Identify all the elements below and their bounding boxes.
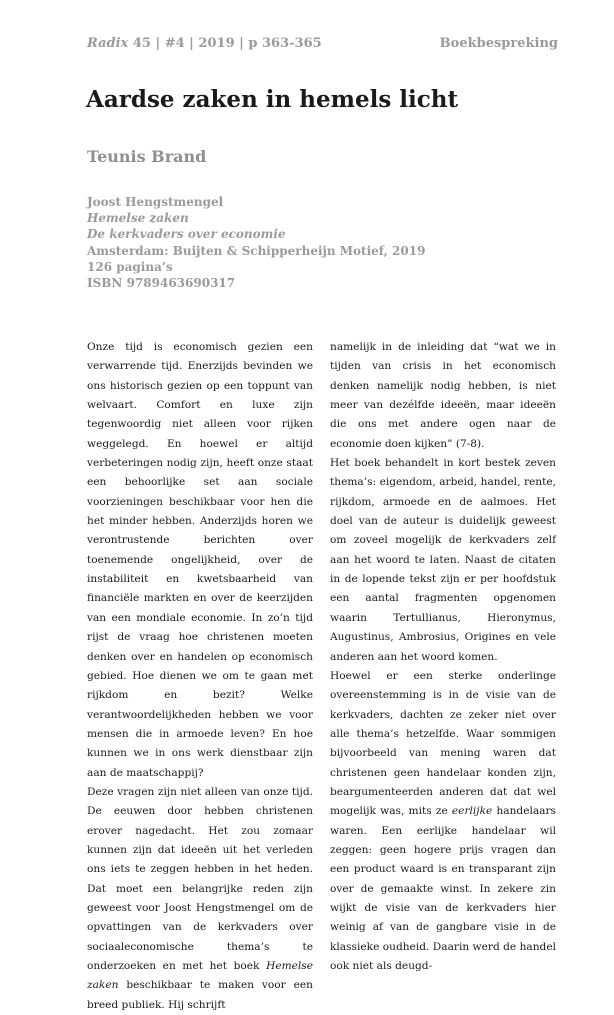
book-title: Hemelse zaken bbox=[87, 211, 189, 226]
paragraph-text: handelaars waren. Een eerlijke handelaar wil zeggen: geen hogere prijs vragen dan een product waard is en transparant zijn over de gemaakte winst. In zekere zin wijkt de visie van de kerkvaders hier weinig af van de gangbare visie in de klassieke oudheid. Daarin werd de handel ook niet als deugd- bbox=[330, 805, 556, 972]
book-publisher: Amsterdam: Buijten & Schipperheijn Motief, 2019 bbox=[87, 243, 426, 258]
emphasis: eerlijke bbox=[451, 805, 493, 818]
paragraph-text: Deze vragen zijn niet alleen van onze tijd. De eeuwen door hebben christenen erover nagedacht. Het zou zomaar kunnen zijn dat ideeën uit het verleden ons iets te zeggen hebben in het heden. Dat moet een belangrijke reden zijn geweest voor Joost Hengstmengel om de opvattingen van de kerkvaders over sociaaleconomische thema’s te onderzoeken en met het boek bbox=[87, 785, 313, 972]
journal-citation bbox=[87, 36, 322, 51]
paragraph: Het boek behandelt in kort bestek zeven thema’s: eigendom, arbeid, handel, rente, rijkdom, armoede en de aalmoes. Het doel van de auteur is duidelijk geweest om zoveel mogelijk de kerkvaders zelf aan het woord te laten. Naast de citaten in de lopende tekst zijn er per hoofdstuk een aantal fragmenten opgenomen waarin Tertullianus, Hieronymus, Augustinus, Ambrosius, Origines en vele anderen aan het woord komen. bbox=[330, 457, 556, 663]
book-details bbox=[87, 194, 425, 291]
paragraph bbox=[330, 667, 556, 977]
paragraph bbox=[87, 783, 313, 1015]
body-column-left bbox=[87, 338, 313, 1015]
paragraph-text: Hoewel er een sterke onderlinge overeenstemming is in de visie van de kerkvaders, dachten ze zeker niet over alle thema’s hetzelfde. Waar sommigen bijvoorbeeld van mening waren dat christenen geen handelaar konden zijn, beargumenteerden anderen dat dat wel mogelijk was, mits ze bbox=[330, 669, 556, 818]
paragraph-text: beschikbaar te maken voor een breed publiek. Hij schrijft bbox=[87, 979, 313, 1011]
section-label: Boekbespreking bbox=[439, 36, 558, 51]
book-subtitle: De kerkvaders over economie bbox=[87, 227, 286, 242]
book-isbn: ISBN 9789463690317 bbox=[87, 276, 236, 291]
book-pages: 126 pagina’s bbox=[87, 259, 173, 274]
journal-name: Radix bbox=[87, 36, 129, 51]
paragraph: Onze tijd is economisch gezien een verwarrende tijd. Enerzijds bevinden we ons historisch gezien op een toppunt van welvaart. Comfort en luxe zijn tegenwoordig niet alleen voor rijken weggelegd. En hoewel er altijd verbeteringen nodig zijn, heeft onze staat een behoorlijke set aan sociale voorzieningen beschikbaar voor hen die het minder hebben. Anderzijds horen we verontrustende berichten over toenemende ongelijkheid, over de instabiliteit en kwetsbaarheid van financiële markten en over de keerzijden van een mondiale economie. In zo’n tijd rijst de vraag hoe christenen moeten denken over en handelen op economisch gebied. Hoe dienen we om te gaan met rijkdom en bezit? Welke verantwoordelijkheden hebben we voor mensen die in armoede leven? En hoe kunnen we in ons werk dienstbaar zijn aan de maatschappij? bbox=[87, 341, 313, 779]
article-author: Teunis Brand bbox=[87, 147, 207, 166]
running-header bbox=[87, 36, 558, 54]
issue-pages: 45 | #4 | 2019 | p 363-365 bbox=[128, 36, 322, 51]
book-author: Joost Hengstmengel bbox=[87, 195, 224, 209]
article-title: Aardse zaken in hemels licht bbox=[86, 86, 459, 113]
book-title-reference: Hemelse zaken bbox=[87, 960, 313, 992]
body-column-right bbox=[330, 338, 556, 976]
paragraph: namelijk in de inleiding dat “wat we in tijden van crisis in het economisch denken namelijk nodig hebben, is niet meer van dezélfde ideeën, maar ideeën die ons met andere ogen naar de economie doen kijken” (7-8). bbox=[330, 341, 556, 450]
